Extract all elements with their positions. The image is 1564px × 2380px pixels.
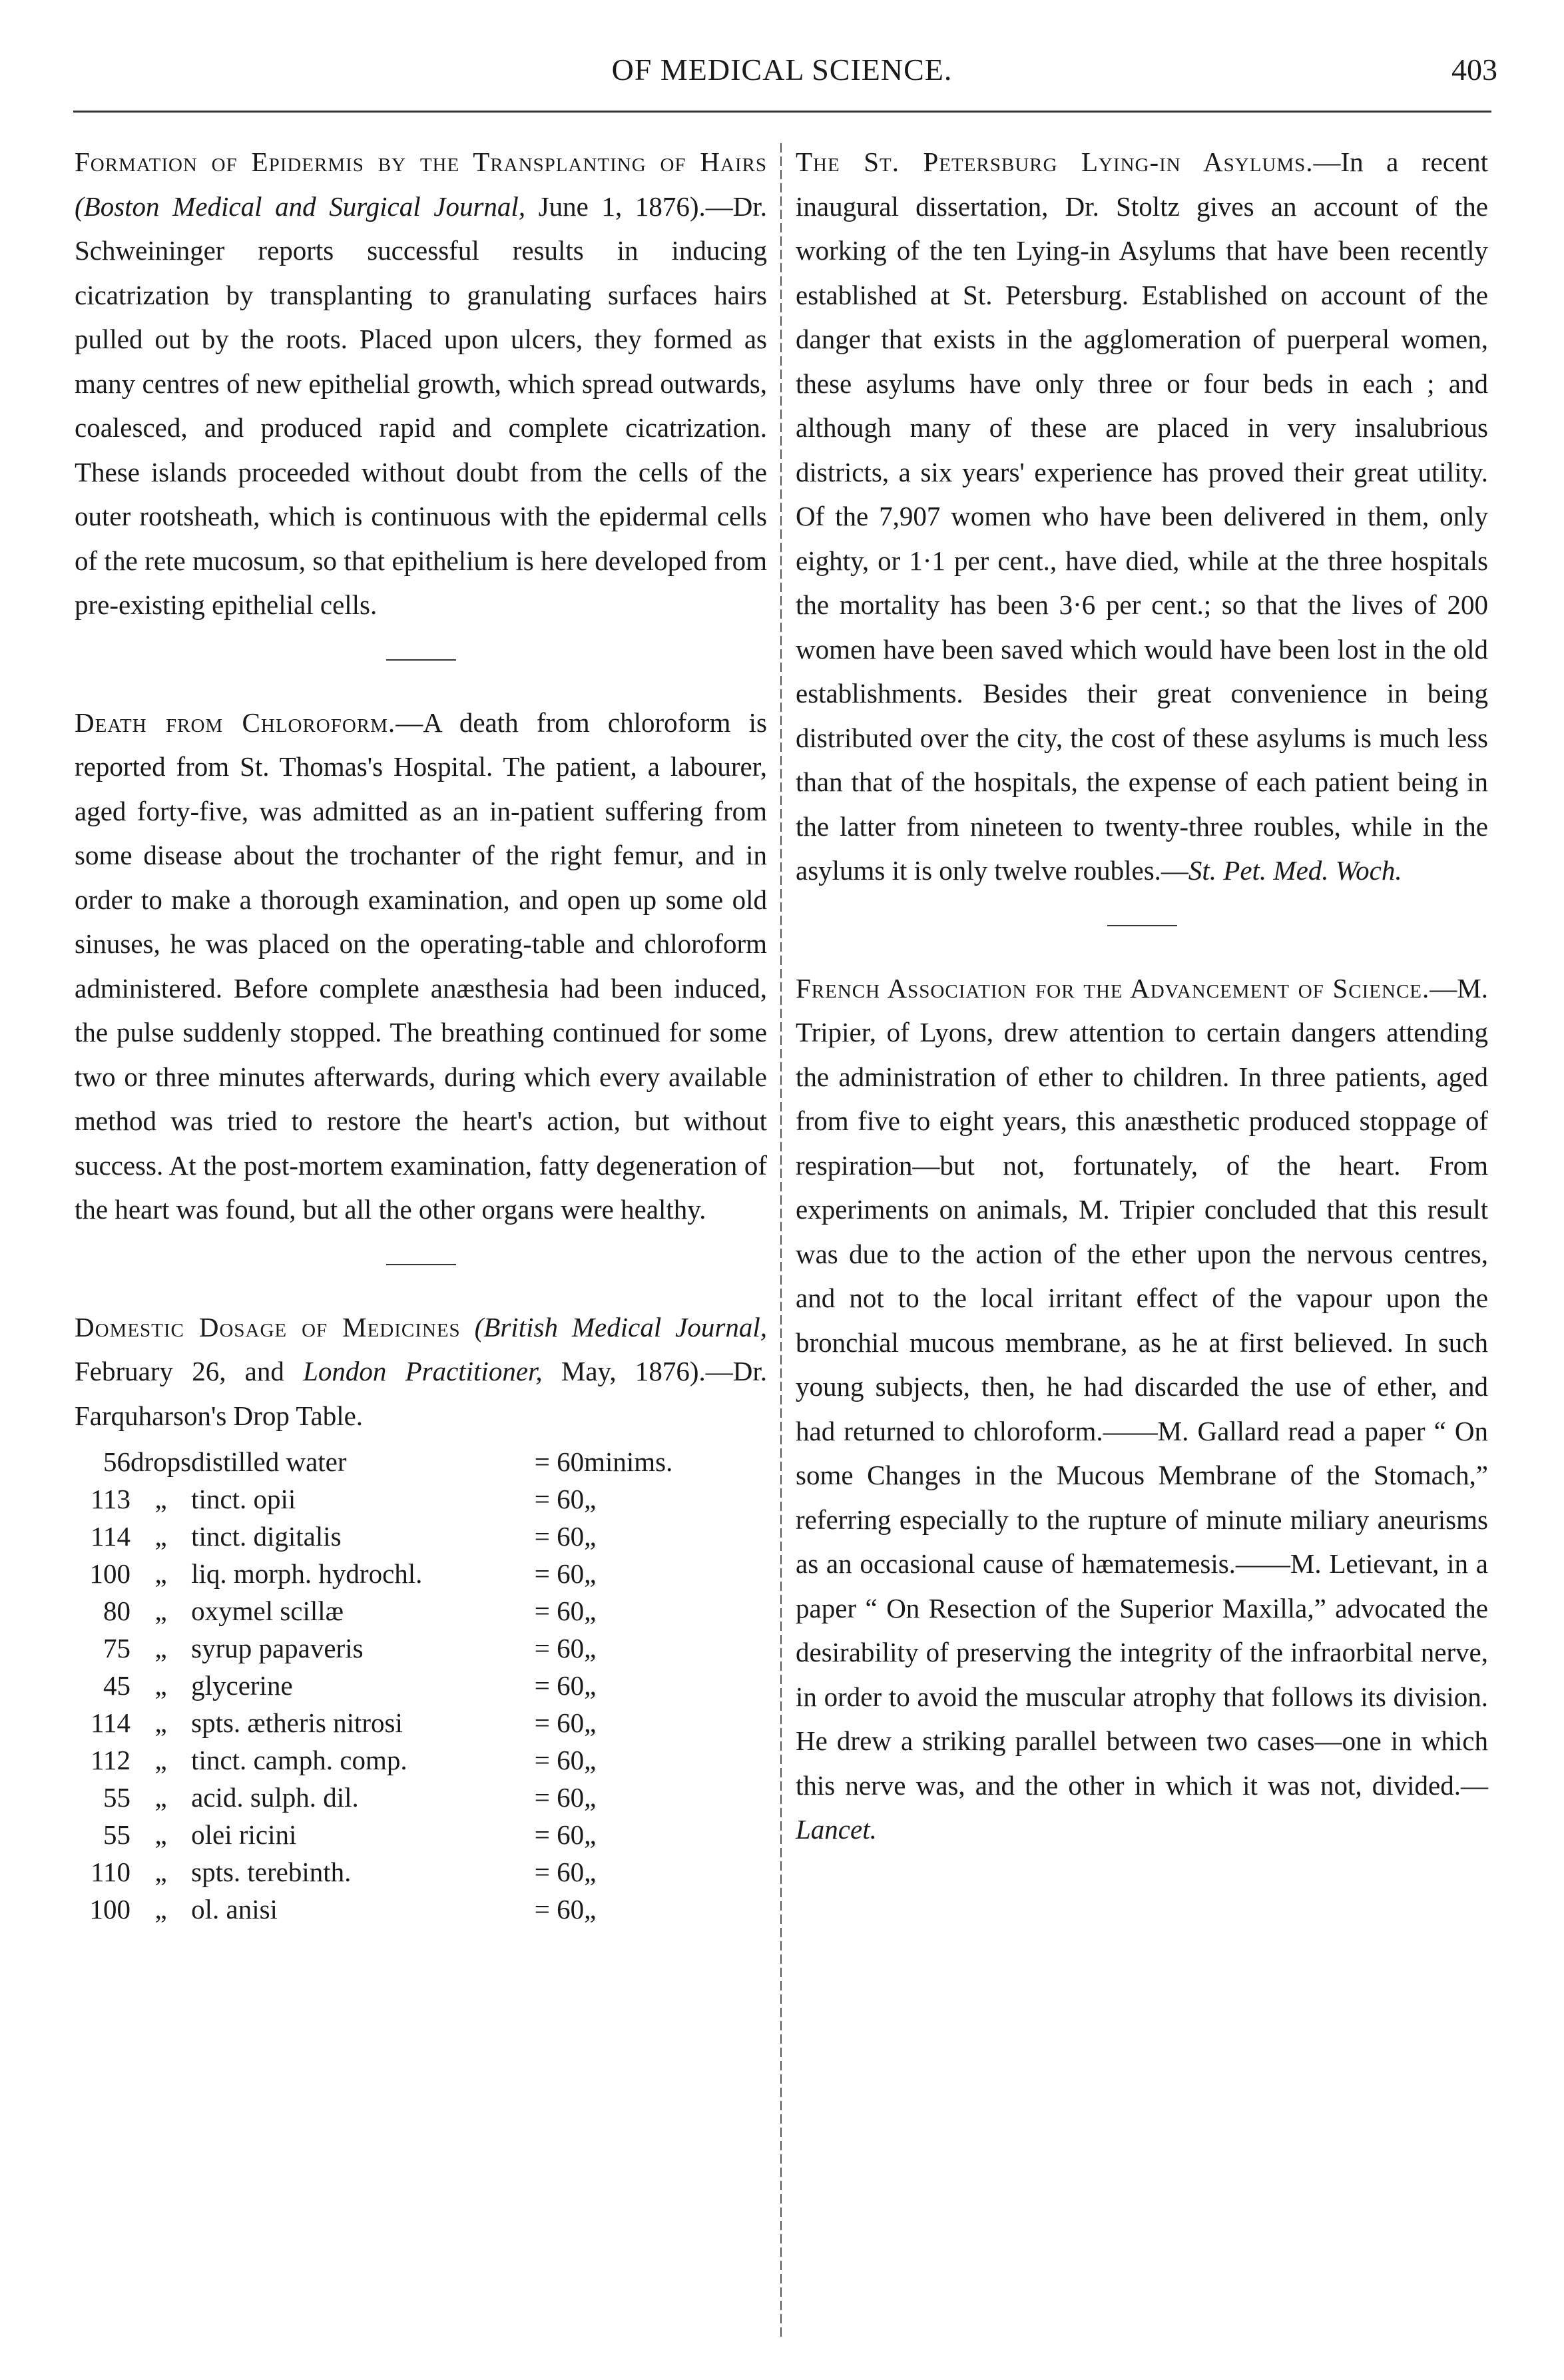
article-source: St. Pet. Med. Woch. [1188, 855, 1402, 886]
drop-unit: „ [154, 1894, 167, 1925]
drop-table-row [75, 1667, 767, 1704]
article-body: May, 1876).—Dr. Farquharson's Drop Table. [75, 1356, 767, 1431]
drop-unit: „ [154, 1782, 167, 1813]
minim-unit: minims. [584, 1446, 673, 1477]
section-separator [386, 659, 456, 661]
preparation-name: olei ricini [191, 1819, 297, 1850]
header-rule [73, 111, 1491, 113]
drop-count: 80 [103, 1596, 130, 1626]
drop-count: 110 [91, 1857, 130, 1887]
drop-unit: „ [154, 1745, 167, 1775]
drop-table-row [75, 1741, 767, 1779]
minim-equivalent: = 60 [534, 1484, 585, 1514]
article-heading: French Association for the Advancement of Science. [796, 972, 1430, 1004]
drop-count: 100 [89, 1894, 130, 1925]
preparation-name: tinct. opii [191, 1484, 296, 1514]
drop-unit: drops [130, 1446, 192, 1477]
preparation-name: syrup papaveris [191, 1633, 364, 1663]
drop-unit: „ [154, 1521, 167, 1552]
drop-table-row [75, 1891, 767, 1928]
article-death-from-chloroform [75, 701, 767, 1232]
drop-count: 114 [91, 1521, 130, 1552]
article-st-petersburg-asylums [796, 140, 1488, 893]
article-heading: Domestic Dosage of Medicines [75, 1311, 461, 1342]
drop-table-row [75, 1518, 767, 1555]
section-separator [1107, 925, 1177, 926]
preparation-name: spts. ætheris nitrosi [191, 1707, 403, 1738]
page-number: 403 [1451, 53, 1497, 87]
article-body: —Dr. Schweininger reports successful results in inducing cicatrization by transplanting to granulating surfaces hairs pulled out by the roots. Placed upon ulcers, they formed as many centres of new epithelial growth, which spread outwards, coalesced, and produced rapid and complete cicatrization. These islands proceeded without doubt from the cells of the outer rootsheath, which is continuous with the epidermal cells of the rete mucosum, so that epithelium is here developed from pre-existing epithelial cells. [75, 190, 768, 620]
right-column [796, 140, 1488, 1852]
minim-equivalent: = 60 [534, 1745, 585, 1775]
minim-equivalent: = 60 [534, 1894, 585, 1925]
article-body: —M. Tripier, of Lyons, drew attention to certain dangers attending the administration of ether to children. In three patients, aged from five to eight years, this anæsthetic produced stoppage of respiration—but not, fortunately, of the heart. From experiments on animals, M. Tripier concluded that this result was due to the action of the ether upon the nervous centres, and not to the local irritant effect of the vapour upon the bronchial mucous membrane, as he at first believed. In such young subjects, then, he had discarded the use of ether, and had returned to chloroform.——M. Gallard read a paper “ On some Changes in the Mucous Membrane of the Stomach,” referring especially to the rupture of minute miliary aneurisms as an occasional cause of hæmatemesis.——M. Letievant, in a paper “ On Resection of the Superior Maxilla,” advocated the desirability of preserving the integrity of the infraorbital nerve, in order to avoid the muscular atrophy that follows its division. He drew a striking parallel between two cases—one in which this nerve was, and the other in which it was not, divided.— [796, 972, 1488, 1801]
minim-equivalent: = 60 [534, 1670, 585, 1701]
minim-unit: „ [584, 1484, 597, 1514]
drop-table-row [75, 1555, 767, 1592]
article-body: —A death from chloroform is reported from St. Thomas's Hospital. The patient, a labourer, aged forty-five, was admitted as an in-patient suffering from some disease about the trochanter of the right femur, and in order to make a thorough examination, and open up some old sinuses, he was placed on the operating-table and chloroform administered. Before complete anæsthesia had been induced, the pulse suddenly stopped. The breathing continued for some two or three minutes afterwards, during which every available method was tried to restore the heart's action, but without success. At the post-mortem examination, fatty degeneration of the heart was found, but all the other organs were healthy. [75, 707, 767, 1225]
minim-unit: „ [584, 1857, 597, 1887]
drop-unit: „ [154, 1707, 167, 1738]
drop-count: 56 [103, 1446, 130, 1477]
preparation-name: glycerine [191, 1670, 293, 1701]
drop-unit: „ [154, 1633, 167, 1663]
drop-table-row [75, 1443, 767, 1480]
article-body: —In a recent inaugural dissertation, Dr. Stoltz gives an account of the working of the ten Lying-in Asylums that have been recently established at St. Petersburg. Established on account of the danger that exists in the agglomeration of puerperal women, these asylums have only three or four beds in each ; and although many of these are placed in very insalubrious districts, a six years' experience has proved their great utility. Of the 7,907 women who have been delivered in them, only eighty, or 1·1 per cent., have died, while at the three hospitals the mortality has been 3·6 per cent.; so that the lives of 200 women have been saved which would have been lost in the old establishments. Besides their great convenience in being distributed over the city, the cost of these asylums is much less than that of the hospitals, the expense of each patient being in the latter from nineteen to twenty-three roubles, while in the asylums it is only twelve roubles.— [796, 147, 1488, 886]
column-divider [780, 143, 782, 2341]
minim-unit: „ [584, 1819, 597, 1850]
preparation-name: acid. sulph. dil. [191, 1782, 359, 1813]
article-heading: Death from Chloroform. [75, 707, 396, 738]
article-source: Lancet. [796, 1814, 877, 1845]
drop-unit: „ [154, 1857, 167, 1887]
minim-equivalent: = 60 [534, 1446, 585, 1477]
article-heading: Formation of Epidermis by the Transplanting of Hairs [75, 147, 767, 177]
minim-equivalent: = 60 [534, 1521, 585, 1552]
minim-equivalent: = 60 [534, 1633, 585, 1663]
drop-table-row [75, 1480, 767, 1518]
section-separator [386, 1264, 456, 1265]
drop-table-row [75, 1630, 767, 1667]
minim-equivalent: = 60 [534, 1558, 585, 1589]
drop-table [75, 1443, 767, 1928]
minim-unit: „ [584, 1521, 597, 1552]
minim-unit: „ [584, 1782, 597, 1813]
article-source: (British Medical Journal, [474, 1311, 767, 1342]
drop-unit: „ [154, 1558, 167, 1589]
article-formation-of-epidermis [75, 140, 767, 627]
running-head [0, 52, 1564, 92]
preparation-name: distilled water [191, 1446, 347, 1477]
minim-equivalent: = 60 [534, 1596, 585, 1626]
article-source-2: London Practitioner, [303, 1356, 543, 1386]
drop-table-row [75, 1592, 767, 1630]
article-french-association [796, 966, 1488, 1852]
drop-count: 114 [91, 1707, 130, 1738]
minim-unit: „ [584, 1894, 597, 1925]
minim-equivalent: = 60 [534, 1857, 585, 1887]
preparation-name: spts. terebinth. [191, 1857, 352, 1887]
drop-count: 45 [103, 1670, 130, 1701]
article-domestic-dosage [75, 1305, 767, 1438]
article-date: February 26, and [75, 1356, 284, 1386]
drop-count: 55 [103, 1782, 130, 1813]
preparation-name: tinct. digitalis [191, 1521, 342, 1552]
drop-table-row [75, 1816, 767, 1853]
drop-count: 112 [91, 1745, 130, 1775]
minim-unit: „ [584, 1670, 597, 1701]
drop-unit: „ [154, 1819, 167, 1850]
minim-unit: „ [584, 1745, 597, 1775]
minim-unit: „ [584, 1707, 597, 1738]
drop-count: 55 [103, 1819, 130, 1850]
drop-table-row [75, 1704, 767, 1741]
minim-equivalent: = 60 [534, 1707, 585, 1738]
minim-equivalent: = 60 [534, 1819, 585, 1850]
drop-unit: „ [154, 1484, 167, 1514]
drop-table-row [75, 1779, 767, 1816]
article-date: June 1, 1876). [538, 190, 706, 222]
preparation-name: liq. morph. hydrochl. [191, 1558, 423, 1589]
preparation-name: oxymel scillæ [191, 1596, 344, 1626]
left-column [75, 140, 767, 1928]
drop-unit: „ [154, 1670, 167, 1701]
preparation-name: tinct. camph. comp. [191, 1745, 407, 1775]
article-heading: The St. Petersburg Lying-in Asylums. [796, 147, 1314, 177]
drop-count: 113 [91, 1484, 130, 1514]
drop-count: 100 [89, 1558, 130, 1589]
minim-unit: „ [584, 1596, 597, 1626]
drop-table-row [75, 1853, 767, 1891]
drop-count: 75 [103, 1633, 130, 1663]
minim-equivalent: = 60 [534, 1782, 585, 1813]
minim-unit: „ [584, 1633, 597, 1663]
drop-unit: „ [154, 1596, 167, 1626]
running-title: OF MEDICAL SCIENCE. [611, 53, 953, 87]
minim-unit: „ [584, 1558, 597, 1589]
preparation-name: ol. anisi [191, 1894, 278, 1925]
article-source: (Boston Medical and Surgical Journal, [75, 190, 526, 222]
